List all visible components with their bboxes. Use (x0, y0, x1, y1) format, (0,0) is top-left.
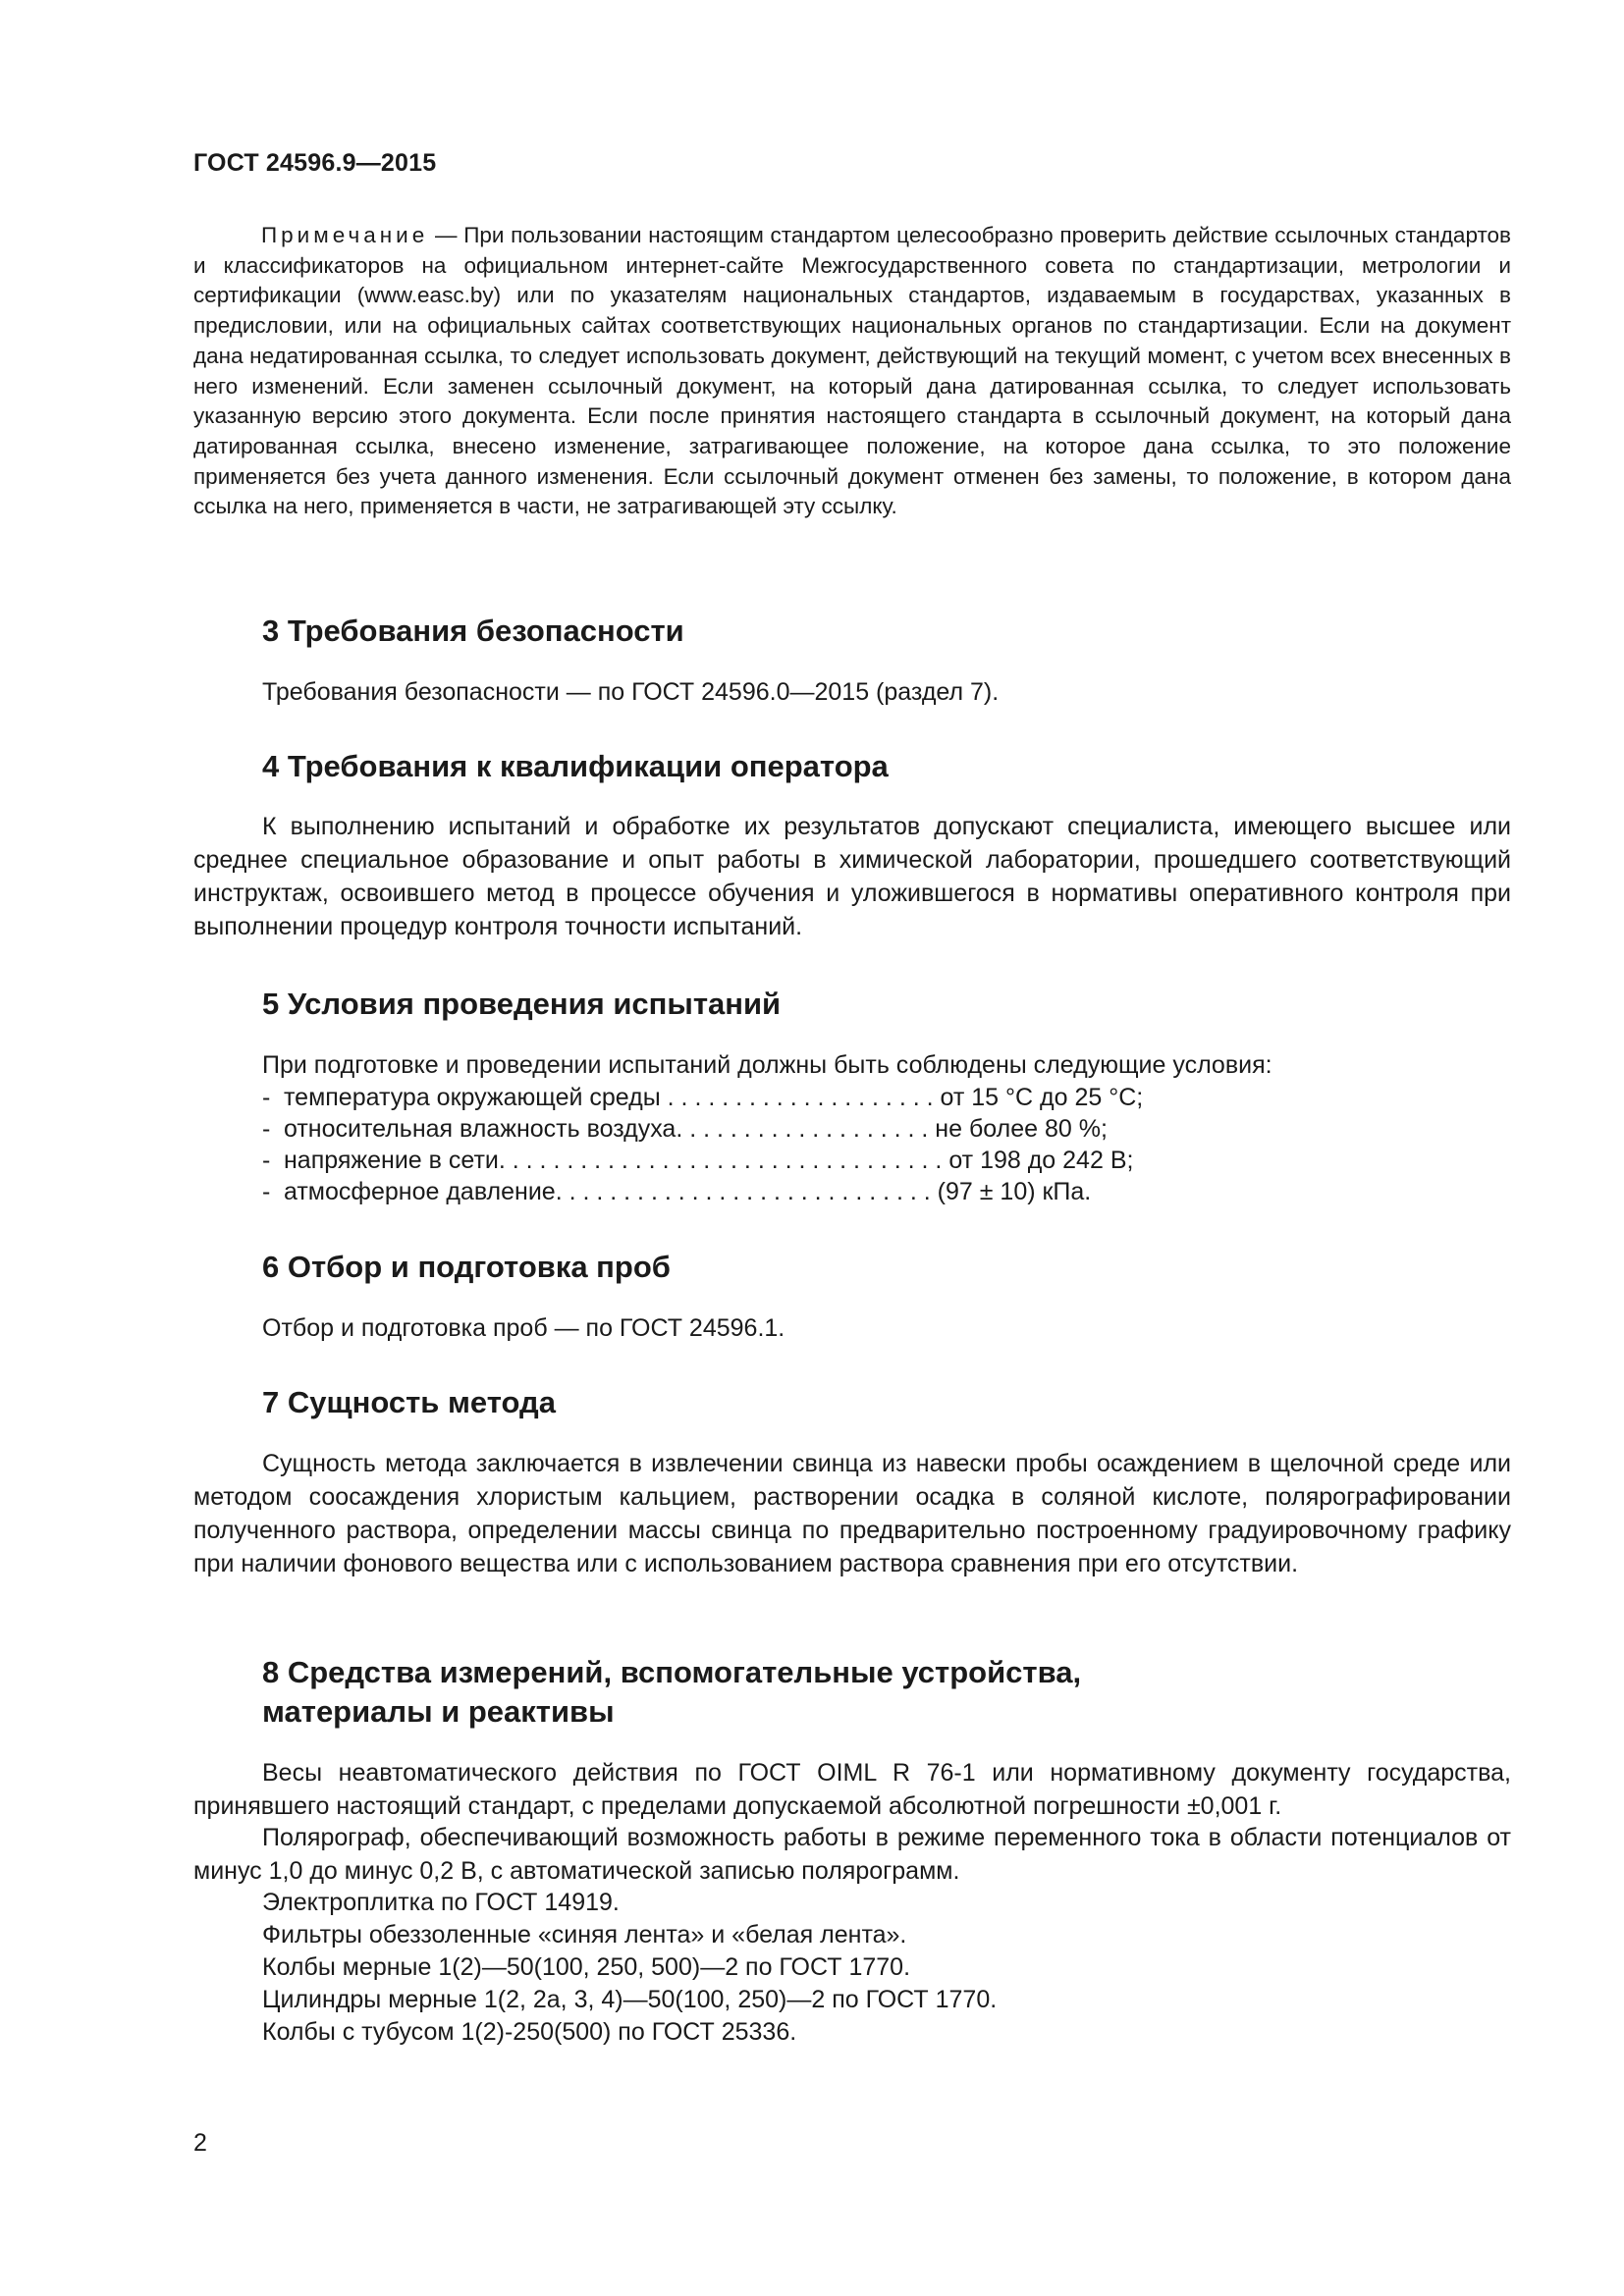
condition-leader: . . . . . . . . . . . . . . . . . . . . . . . . . . . . . . . . . (498, 1147, 949, 1174)
equipment-item: Колбы мерные 1(2)—50(100, 250, 500)—2 по ГОСТ 1770. (262, 1953, 911, 1981)
equipment-item: Фильтры обеззоленные «синяя лента» и «белая лента». (262, 1921, 907, 1949)
section-5-intro: При подготовке и проведении испытаний должны быть соблюдены следующие условия: (262, 1051, 1272, 1079)
section-8-para-scales: Весы неавтоматического действия по ГОСТ OIML R 76-1 или нормативному документу государства, принявшего настоящий стандарт, с пределами допускаемой абсолютной погрешности ±0,001 г. (193, 1759, 1511, 1820)
condition-name: относительная влажность воздуха (284, 1115, 677, 1143)
section-7-heading: 7 Сущность метода (262, 1385, 556, 1419)
section-4-heading: 4 Требования к квалификации оператора (262, 749, 889, 783)
condition-item: - относительная влажность воздуха. . . . . . . . . . . . . . . . . . . не более 80 %; (262, 1115, 1108, 1143)
section-5-heading: 5 Условия проведения испытаний (262, 987, 782, 1021)
condition-name: напряжение в сети (284, 1147, 499, 1174)
condition-leader: . . . . . . . . . . . . . . . . . . . (676, 1115, 936, 1143)
section-4-text: К выполнению испытаний и обработке их результатов допускают специалиста, имеющего высшее или среднее специальное образование и опыт работы в химической лаборатории, прошедшего соответствующий инструктаж, освоившего метод в процессе обучения и уложившегося в нормативы оперативного контроля при выполнении процедур контроля точности испытаний. (193, 813, 1511, 940)
note-text: — При пользовании настоящим стандартом целесообразно проверить действие ссылочных стандартов и классификаторов на официальном интернет-сайте Межгосударственного совета по стандартизации, метрологии и сертификации (www.easc.by) или по указателям национальных стандартов, издаваемым в государствах, указанных в предисловии, или на официальных сайтах соответствующих национальных органов по стандартизации. Если на документ дана недатированная ссылка, то следует использовать документ, действующий на текущий момент, с учетом всех внесенных в него изменений. Если заменен ссылочный документ, на который дана датированная ссылка, то следует использовать указанную версию этого документа. Если после принятия настоящего стандарта в ссылочный документ, на который дана датированная ссылка, внесено изменение, затрагивающее положение, на которое дана ссылка, то это положение применяется без учета данного изменения. Если ссылочный документ отменен без замены, то положение, в котором дана ссылка на него, применяется в части, не затрагивающей эту ссылку. (193, 223, 1511, 519)
section-7-text: Сущность метода заключается в извлечении свинца из навески пробы осаждением в щелочной среде или методом соосаждения хлористым кальцием, растворении осадка в соляной кислоте, полярографировании полученного раствора, определении массы свинца по предварительно построенному градуировочному графику при наличии фонового вещества или с использованием раствора сравнения при его отсутствии. (193, 1450, 1511, 1577)
condition-item: - атмосферное давление. . . . . . . . . . . . . . . . . . . . . . . . . . . . (97 ± 10) кПа. (262, 1178, 1092, 1205)
reference-note (193, 221, 1511, 522)
condition-item: - напряжение в сети. . . . . . . . . . . . . . . . . . . . . . . . . . . . . . . . . от 198 до 242 В; (262, 1147, 1134, 1174)
section-6-heading: 6 Отбор и подготовка проб (262, 1250, 671, 1284)
section-8-heading-line2: материалы и реактивы (262, 1694, 615, 1729)
condition-name: атмосферное давление (284, 1178, 556, 1205)
equipment-item: Электроплитка по ГОСТ 14919. (262, 1889, 620, 1916)
section-8-heading-line1: 8 Средства измерений, вспомогательные устройства, (262, 1655, 1082, 1689)
condition-name: температура окружающей среды (284, 1084, 661, 1111)
section-3-heading: 3 Требования безопасности (262, 614, 684, 648)
section-8-para-polarograph: Полярограф, обеспечивающий возможность работы в режиме переменного тока в области потенциалов от минус 1,0 до минус 0,2 В, с автоматической записью полярограмм. (193, 1824, 1511, 1885)
page-number: 2 (193, 2129, 207, 2157)
section-6-text: Отбор и подготовка проб — по ГОСТ 24596.1. (262, 1314, 785, 1342)
equipment-item: Цилиндры мерные 1(2, 2а, 3, 4)—50(100, 250)—2 по ГОСТ 1770. (262, 1986, 998, 2013)
condition-value: от 198 до 242 В; (948, 1147, 1134, 1174)
section-3-text: Требования безопасности — по ГОСТ 24596.0—2015 (раздел 7). (262, 678, 1000, 706)
note-label: Примечание (261, 223, 429, 247)
condition-value: от 15 °С до 25 °С; (940, 1084, 1144, 1111)
condition-value: (97 ± 10) кПа. (937, 1178, 1092, 1205)
equipment-item: Колбы с тубусом 1(2)-250(500) по ГОСТ 25336. (262, 2018, 797, 2046)
document-header: ГОСТ 24596.9—2015 (193, 149, 437, 177)
condition-leader: . . . . . . . . . . . . . . . . . . . . . . . . . . . . (555, 1178, 938, 1205)
condition-leader: . . . . . . . . . . . . . . . . . . . . (660, 1084, 941, 1111)
condition-value: не более 80 %; (935, 1115, 1108, 1143)
condition-item: - температура окружающей среды . . . . . . . . . . . . . . . . . . . . от 15 °С до 25 °С; (262, 1084, 1144, 1111)
